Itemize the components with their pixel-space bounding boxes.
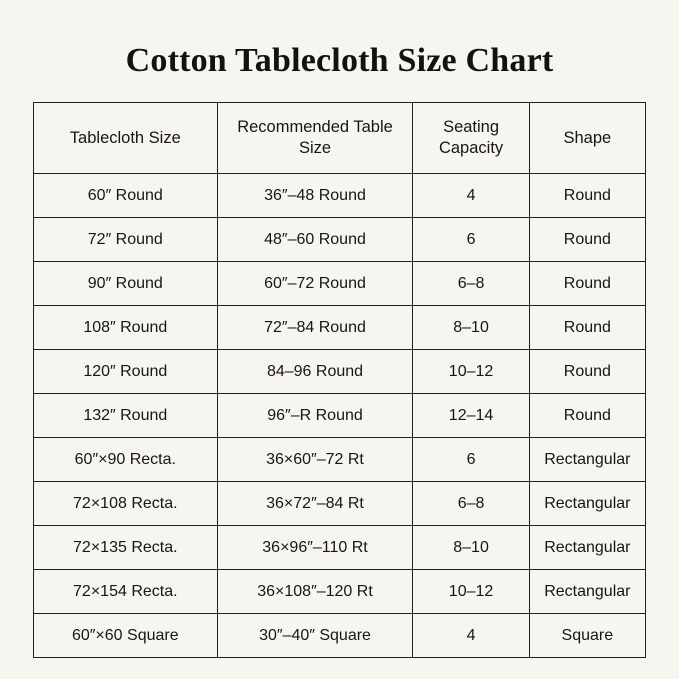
cell-seating-capacity: 6 (413, 218, 529, 262)
cell-seating-capacity: 6–8 (413, 262, 529, 306)
cell-seating-capacity: 6–8 (413, 482, 529, 526)
cell-shape: Rectangular (529, 482, 645, 526)
cell-shape: Square (529, 614, 645, 658)
cell-recommended-table-size: 30″–40″ Square (217, 614, 413, 658)
column-header-seating-capacity: Seating Capacity (413, 103, 529, 174)
column-header-recommended-table-size: Recommended Table Size (217, 103, 413, 174)
cell-tablecloth-size: 60″×60 Square (34, 614, 218, 658)
cell-seating-capacity: 10–12 (413, 350, 529, 394)
cell-seating-capacity: 8–10 (413, 306, 529, 350)
size-chart-table (33, 102, 646, 658)
cell-tablecloth-size: 72×108 Recta. (34, 482, 218, 526)
table-row (34, 174, 646, 218)
cell-recommended-table-size: 48″–60 Round (217, 218, 413, 262)
cell-tablecloth-size: 72×135 Recta. (34, 526, 218, 570)
table-row (34, 438, 646, 482)
cell-recommended-table-size: 36×60″–72 Rt (217, 438, 413, 482)
cell-recommended-table-size: 36×108″–120 Rt (217, 570, 413, 614)
cell-shape: Round (529, 394, 645, 438)
table-row (34, 394, 646, 438)
cell-seating-capacity: 4 (413, 174, 529, 218)
table-row (34, 306, 646, 350)
cell-recommended-table-size: 36×72″–84 Rt (217, 482, 413, 526)
cell-shape: Rectangular (529, 526, 645, 570)
table-row (34, 614, 646, 658)
cell-shape: Round (529, 174, 645, 218)
table-header (34, 103, 646, 174)
table-header-row (34, 103, 646, 174)
cell-tablecloth-size: 72″ Round (34, 218, 218, 262)
cell-shape: Round (529, 218, 645, 262)
cell-tablecloth-size: 120″ Round (34, 350, 218, 394)
cell-shape: Rectangular (529, 438, 645, 482)
cell-tablecloth-size: 60″ Round (34, 174, 218, 218)
table-row (34, 218, 646, 262)
column-header-shape: Shape (529, 103, 645, 174)
table-row (34, 526, 646, 570)
table-row (34, 570, 646, 614)
cell-recommended-table-size: 60″–72 Round (217, 262, 413, 306)
cell-seating-capacity: 6 (413, 438, 529, 482)
cell-seating-capacity: 8–10 (413, 526, 529, 570)
cell-seating-capacity: 10–12 (413, 570, 529, 614)
table-row (34, 482, 646, 526)
cell-recommended-table-size: 84–96 Round (217, 350, 413, 394)
cell-recommended-table-size: 36″–48 Round (217, 174, 413, 218)
page-title: Cotton Tablecloth Size Chart (125, 42, 554, 79)
cell-recommended-table-size: 72″–84 Round (217, 306, 413, 350)
cell-tablecloth-size: 60″×90 Recta. (34, 438, 218, 482)
cell-shape: Round (529, 262, 645, 306)
cell-shape: Round (529, 350, 645, 394)
cell-tablecloth-size: 132″ Round (34, 394, 218, 438)
cell-recommended-table-size: 36×96″–110 Rt (217, 526, 413, 570)
cell-seating-capacity: 12–14 (413, 394, 529, 438)
cell-recommended-table-size: 96″–R Round (217, 394, 413, 438)
cell-tablecloth-size: 72×154 Recta. (34, 570, 218, 614)
cell-seating-capacity: 4 (413, 614, 529, 658)
cell-shape: Round (529, 306, 645, 350)
cell-tablecloth-size: 108″ Round (34, 306, 218, 350)
column-header-tablecloth-size: Tablecloth Size (34, 103, 218, 174)
cell-shape: Rectangular (529, 570, 645, 614)
table-row (34, 350, 646, 394)
table-body (34, 174, 646, 658)
cell-tablecloth-size: 90″ Round (34, 262, 218, 306)
table-row (34, 262, 646, 306)
